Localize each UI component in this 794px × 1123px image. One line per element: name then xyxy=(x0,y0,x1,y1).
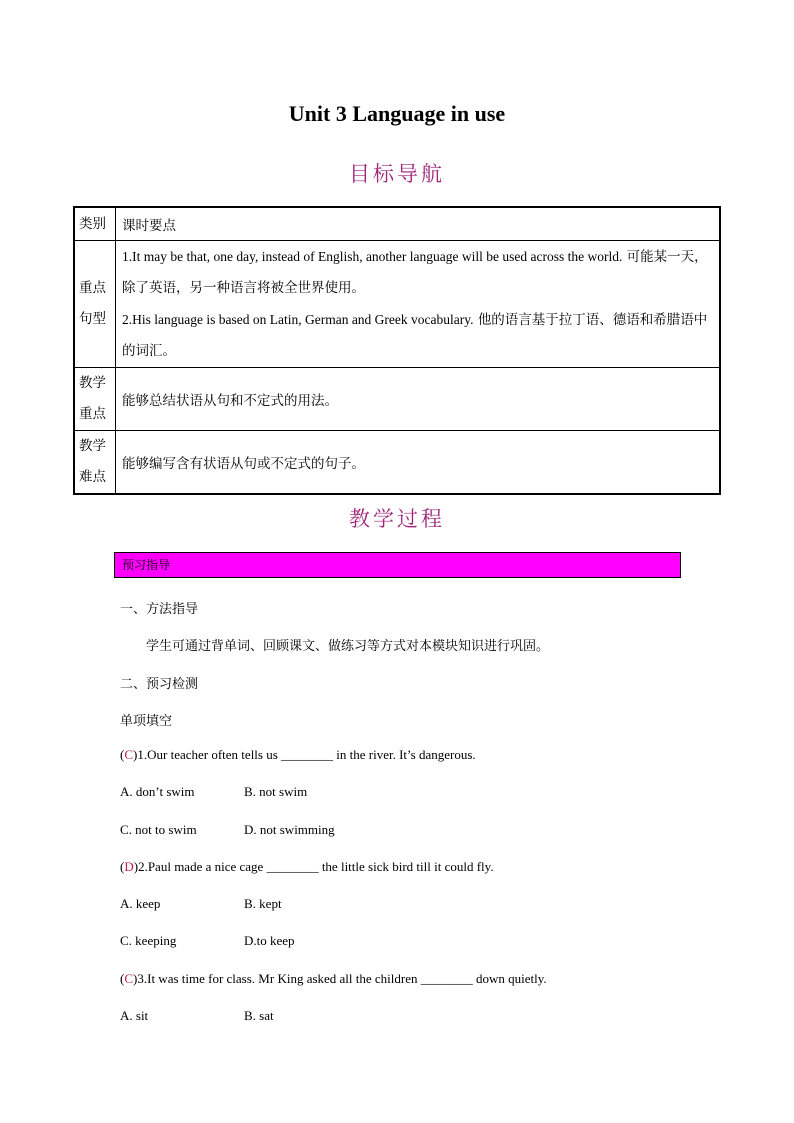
content-header: 课时要点 xyxy=(116,207,721,241)
document-title: Unit 3 Language in use xyxy=(288,101,506,126)
question-text: 3.It was time for class. Mr King asked all the children ________ down quietly. xyxy=(137,971,547,986)
option-c: C. keeping xyxy=(120,933,177,948)
category-line: 教学 xyxy=(79,375,106,391)
question-answer: C xyxy=(124,747,134,762)
table-header-row xyxy=(74,207,720,241)
option-d: D.to keep xyxy=(244,933,295,948)
category-cell xyxy=(74,368,116,431)
teaching-focus-cell: 能够总结状语从句和不定式的用法。 xyxy=(116,368,721,431)
option-b: B. sat xyxy=(244,1008,274,1023)
category-cell xyxy=(74,431,116,495)
preview-guide-banner: 预习指导 xyxy=(114,552,681,578)
sentence-chinese: 他的语言基于拉丁语、德语和希腊语中的词汇。 xyxy=(122,312,708,359)
goal-heading: 目标导航 xyxy=(349,162,445,186)
question-stem: (C)1.Our teacher often tells us ________ in the river. It’s dangerous. xyxy=(120,747,476,762)
category-line: 重点 xyxy=(79,406,106,422)
question-stem: (C)3.It was time for class. Mr King asked all the children ________ down quietly. xyxy=(120,971,547,986)
option-b: B. kept xyxy=(244,896,282,911)
teaching-difficulty-cell: 能够编写含有状语从句或不定式的句子。 xyxy=(116,431,721,495)
question-text: 1.Our teacher often tells us ________ in the river. It’s dangerous. xyxy=(137,747,476,762)
option-b: B. not swim xyxy=(244,784,308,799)
method-section-body: 学生可通过背单词、回顾课文、做练习等方式对本模块知识进行巩固。 xyxy=(146,639,550,654)
category-line: 难点 xyxy=(79,469,106,485)
lesson-goals-table xyxy=(73,206,721,495)
option-a: A. keep xyxy=(120,896,161,911)
table-row xyxy=(74,368,720,431)
question-answer: D xyxy=(124,859,134,874)
question-answer: C xyxy=(124,971,134,986)
sentence-english: 1.It may be that, one day, instead of English, another language will be used across the world. xyxy=(122,249,623,264)
option-a: A. don’t swim xyxy=(120,784,195,799)
option-c: C. not to swim xyxy=(120,822,197,837)
option-a: A. sit xyxy=(120,1008,149,1023)
preview-check-title: 二、预习检测 xyxy=(120,677,199,692)
question-stem: (D)2.Paul made a nice cage ________ the little sick bird till it could fly. xyxy=(120,859,494,874)
option-d: D. not swimming xyxy=(244,822,335,837)
sentence-chinese: 可能某一天，除了英语，另一种语言将被全世界使用。 xyxy=(122,249,708,296)
question-text: 2.Paul made a nice cage ________ the little sick bird till it could fly. xyxy=(138,859,494,874)
category-cell xyxy=(74,241,116,368)
table-row xyxy=(74,431,720,495)
key-sentences-cell xyxy=(116,241,721,368)
process-heading: 教学过程 xyxy=(349,507,445,531)
method-section-title: 一、方法指导 xyxy=(120,602,199,617)
single-choice-title: 单项填空 xyxy=(120,714,173,729)
category-line: 句型 xyxy=(79,311,106,327)
category-line: 教学 xyxy=(79,438,106,454)
table-row xyxy=(74,241,720,368)
category-header: 类别 xyxy=(74,207,116,241)
sentence-english: 2.His language is based on Latin, German and Greek vocabulary. xyxy=(122,312,474,327)
category-line: 重点 xyxy=(79,280,106,296)
